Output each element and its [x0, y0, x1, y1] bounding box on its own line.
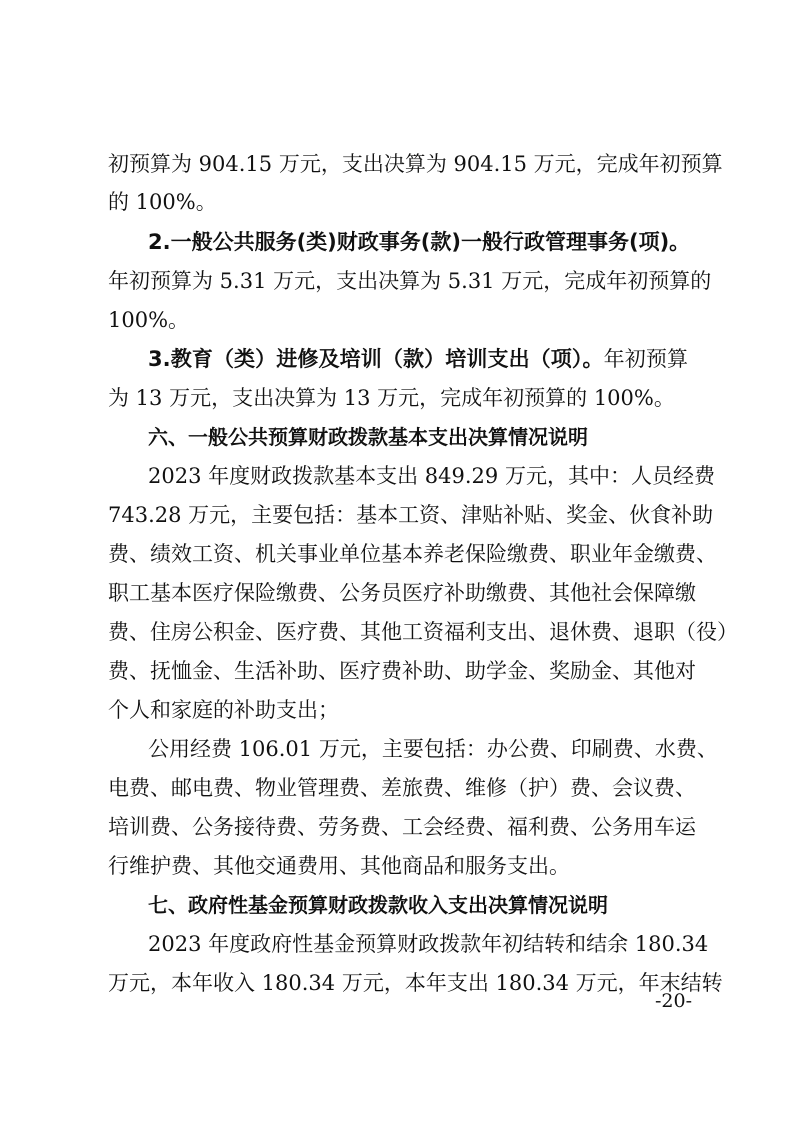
page-number: -20-: [654, 990, 692, 1012]
paragraph-line: 2023 年度财政拨款基本支出 849.29 万元，其中：人员经费: [148, 464, 715, 488]
section-heading-6: 六、一般公共预算财政拨款基本支出决算情况说明: [148, 425, 588, 449]
paragraph-line: 费、住房公积金、医疗费、其他工资福利支出、退休费、退职（役）: [108, 620, 738, 644]
paragraph-line: 费、绩效工资、机关事业单位基本养老保险缴费、职业年金缴费、: [108, 542, 717, 566]
paragraph-line: 年初预算为 5.31 万元，支出决算为 5.31 万元，完成年初预算的: [108, 269, 712, 293]
paragraph-line: 职工基本医疗保险缴费、公务员医疗补助缴费、其他社会保障缴: [108, 581, 696, 605]
item-heading-3-text: 年初预算: [603, 347, 689, 371]
paragraph-line: 初预算为 904.15 万元，支出决算为 904.15 万元，完成年初预算: [108, 152, 723, 176]
paragraph-line: 行维护费、其他交通费用、其他商品和服务支出。: [108, 854, 570, 878]
section-heading-7: 七、政府性基金预算财政拨款收入支出决算情况说明: [148, 893, 608, 917]
paragraph-line: 100%。: [108, 308, 190, 332]
paragraph-line: 电费、邮电费、物业管理费、差旅费、维修（护）费、会议费、: [108, 776, 696, 800]
paragraph-line: 公用经费 106.01 万元，主要包括：办公费、印刷费、水费、: [148, 737, 718, 761]
item-heading-3: [148, 341, 688, 377]
paragraph-line: 的 100%。: [108, 190, 217, 214]
paragraph-line: 2023 年度政府性基金预算财政拨款年初结转和结余 180.34: [148, 932, 709, 956]
paragraph-line: 个人和家庭的补助支出；: [108, 698, 339, 722]
paragraph-line: 培训费、公务接待费、劳务费、工会经费、福利费、公务用车运: [108, 815, 696, 839]
paragraph-line: 万元，本年收入 180.34 万元，本年支出 180.34 万元，年末结转: [108, 971, 723, 995]
paragraph-line: 费、抚恤金、生活补助、医疗费补助、助学金、奖励金、其他对: [108, 659, 696, 683]
paragraph-line: 743.28 万元，主要包括：基本工资、津贴补贴、奖金、伙食补助: [108, 503, 714, 527]
item-heading-3-bold: 3.教育（类）进修及培训（款）培训支出（项）。: [148, 347, 604, 371]
paragraph-line: 为 13 万元，支出决算为 13 万元，完成年初预算的 100%。: [108, 386, 675, 410]
item-heading-2: 2.一般公共服务(类)财政事务(款)一般行政管理事务(项)。: [148, 230, 691, 254]
